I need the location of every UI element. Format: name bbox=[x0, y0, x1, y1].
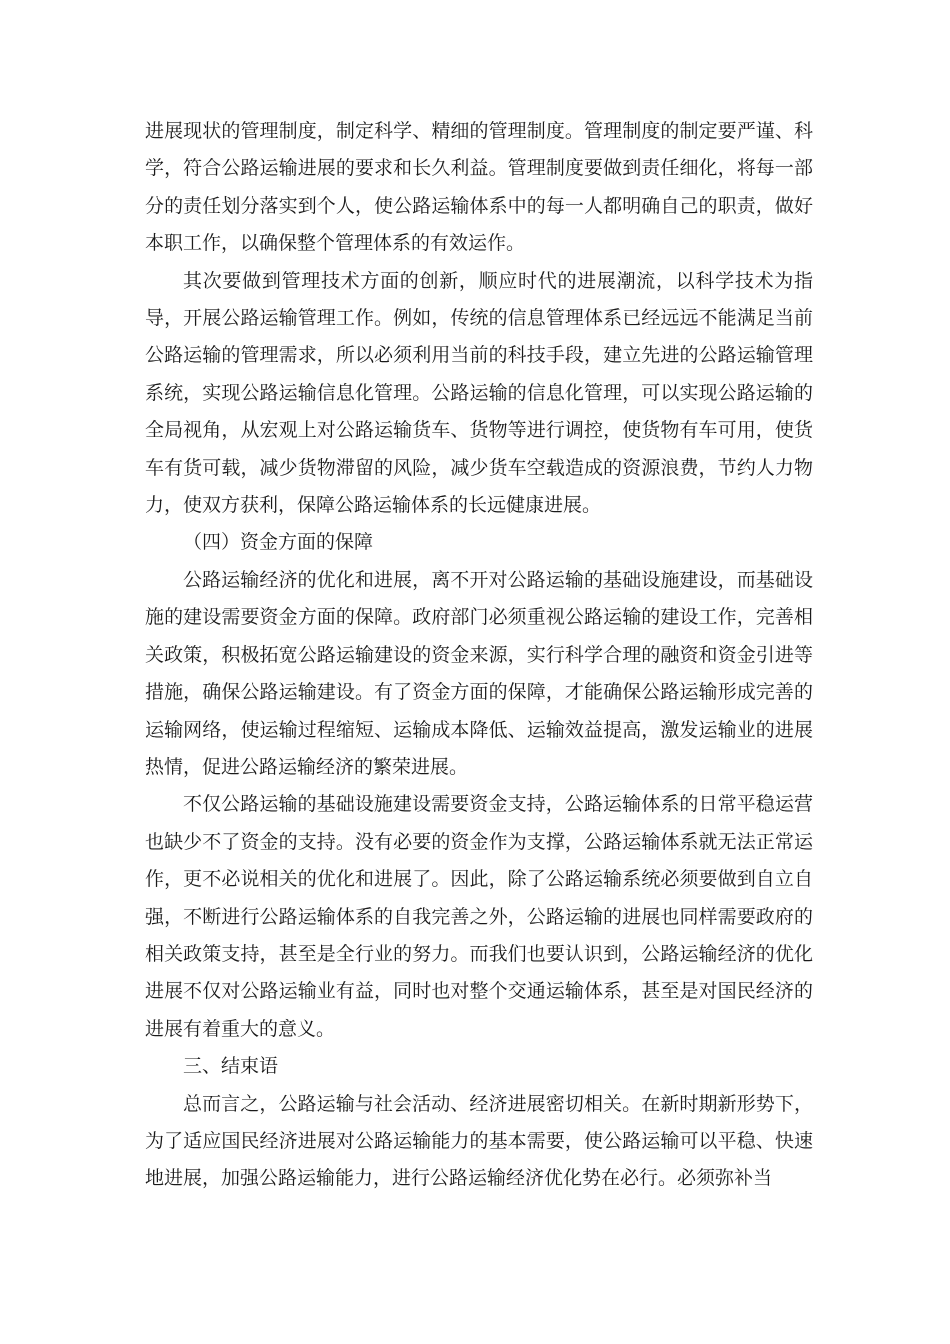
section-heading-funding: （四）资金方面的保障 bbox=[183, 531, 374, 554]
paragraph-funding-operations: 不仅公路运输的基础设施建设需要资金支持，公路运输体系的日常平稳运营也缺少不了资金的支持。没有必要的资金作为支撑，公路运输体系就无法正常运作，更不必说相关的优化和进展了。因此，除了公路运输系统必须要做到自立自强，不断进行公路运输体系的自我完善之外，公路运输的进展也同样需要政府的相关政策支持，甚至是全行业的努力。而我们也要认识到，公路运输经济的优化进展不仅对公路运输业有益，同时也对整个交通运输体系，甚至是对国民经济的进展有着重大的意义。 bbox=[145, 793, 813, 1040]
paragraph-technology-innovation: 其次要做到管理技术方面的创新，顺应时代的进展潮流，以科学技术为指导，开展公路运输管理工作。例如，传统的信息管理体系已经远远不能满足当前公路运输的管理需求，所以必须利用当前的科技手段，建立先进的公路运输管理系统，实现公路运输信息化管理。公路运输的信息化管理，可以实现公路运输的全局视角，从宏观上对公路运输货车、货物等进行调控，使货物有车可用，使货车有货可载，减少货物滞留的风险，减少货车空载造成的资源浪费，节约人力物力，使双方获利，保障公路运输体系的长远健康进展。 bbox=[145, 269, 813, 517]
paragraph-conclusion: 总而言之，公路运输与社会活动、经济进展密切相关。在新时期新形势下，为了适应国民经济进展对公路运输能力的基本需要，使公路运输可以平稳、快速地进展，加强公路运输能力，进行公路运输经济优化势在必行。必须弥补当 bbox=[145, 1092, 813, 1190]
paragraph-management-system: 进展现状的管理制度，制定科学、精细的管理制度。管理制度的制定要严谨、科学，符合公路运输进展的要求和长久利益。管理制度要做到责任细化，将每一部分的责任划分落实到个人，使公路运输体系中的每一人都明确自己的职责，做好本职工作，以确保整个管理体系的有效运作。 bbox=[145, 120, 813, 255]
document-body bbox=[145, 113, 813, 1198]
section-heading-conclusion: 三、结束语 bbox=[183, 1055, 279, 1078]
paragraph-funding-infrastructure: 公路运输经济的优化和进展，离不开对公路运输的基础设施建设，而基础设施的建设需要资金方面的保障。政府部门必须重视公路运输的建设工作，完善相关政策，积极拓宽公路运输建设的资金来源，实行科学合理的融资和资金引进等措施，确保公路运输建设。有了资金方面的保障，才能确保公路运输形成完善的运输网络，使运输过程缩短、运输成本降低、运输效益提高，激发运输业的进展热情，促进公路运输经济的繁荣进展。 bbox=[145, 568, 813, 778]
